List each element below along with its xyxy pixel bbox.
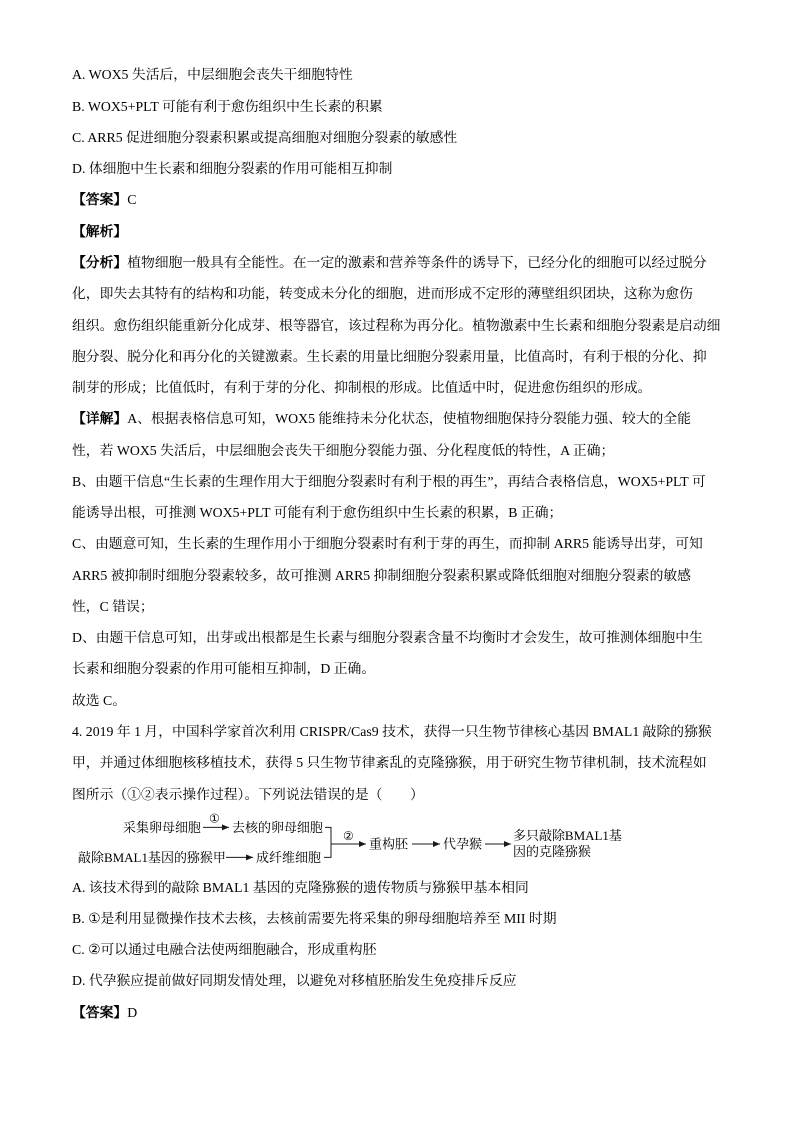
node-cloned-monkeys-line1: 多只敲除BMAL1基 bbox=[512, 827, 622, 843]
node-cloned-monkeys-line2: 因的克隆猕猴 bbox=[512, 843, 591, 859]
node-reconstructed-embryo: 重构胚 bbox=[369, 836, 408, 852]
node-oocyte-collection: 采集卵母细胞 bbox=[123, 819, 201, 835]
document-page bbox=[72, 59, 728, 1028]
details-line: 性，C 错误； bbox=[72, 598, 154, 614]
q4-stem-line: 4. 2019 年 1 月，中国科学家首次利用 CRISPR/Cas9 技术，获得一只生物节律核心基因 BMAL1 敲除的猕猴 bbox=[72, 723, 712, 739]
details-line bbox=[72, 403, 728, 434]
technique-flow-diagram bbox=[72, 810, 728, 872]
q3-answer-value: C bbox=[127, 192, 137, 208]
analysis-label: 【分析】 bbox=[72, 254, 128, 270]
analysis-line: 制芽的形成；比值低时，有利于芽的分化、抑制根的形成。比值适中时，促进愈伤组织的形成。 bbox=[72, 380, 652, 396]
analysis-line: 胞分裂、脱分化和再分化的关键激素。生长素的用量比细胞分裂素用量，比值高时，有利于根的分化、抑 bbox=[72, 348, 707, 364]
q4-option-b: B. ①是利用显微操作技术去核，去核前需要先将采集的卵母细胞培养至 MII 时期 bbox=[72, 910, 557, 926]
step2-label: ② bbox=[343, 828, 354, 843]
details-text: A、根据表格信息可知，WOX5 能维持未分化状态，使植物细胞保持分裂能力强、较大的全能 bbox=[127, 411, 691, 427]
q4-option-c: C. ②可以通过电融合法使两细胞融合，形成重构胚 bbox=[72, 942, 377, 958]
q3-explanation-heading: 【解析】 bbox=[72, 223, 128, 239]
analysis-text: 植物细胞一般具有全能性。在一定的激素和营养等条件的诱导下，已经分化的细胞可以经过脱分 bbox=[127, 254, 707, 270]
question-4-section bbox=[72, 716, 728, 1028]
q3-option-d: D. 体细胞中生长素和细胞分裂素的作用可能相互抑制 bbox=[72, 161, 393, 177]
q4-stem-line: 图所示（①②表示操作过程）。下列说法错误的是（ ） bbox=[72, 786, 424, 802]
q3-option-b: B. WOX5+PLT 可能有利于愈伤组织中生长素的积累 bbox=[72, 98, 383, 114]
details-line: D、由题干信息可知，出芽或出根都是生长素与细胞分裂素含量不均衡时才会发生，故可推测体细胞中生 bbox=[72, 630, 703, 646]
details-line: 能诱导出根，可推测 WOX5+PLT 可能有利于愈伤组织中生长素的积累，B 正确； bbox=[72, 505, 563, 521]
node-surrogate-monkey: 代孕猴 bbox=[442, 836, 482, 852]
node-enucleated-oocyte: 去核的卵母细胞 bbox=[232, 819, 323, 835]
details-line: B、由题干信息“生长素的生理作用大于细胞分裂素时有利于根的再生”，再结合表格信息，WOX5+PLT 可 bbox=[72, 473, 706, 489]
details-line: ARR5 被抑制时细胞分裂素较多，故可推测 ARR5 抑制细胞分裂素积累或降低细胞对细胞分裂素的敏感 bbox=[72, 567, 691, 583]
question-3-section bbox=[72, 59, 728, 716]
node-knockout-monkey: 敲除BMAL1基因的猕猴甲 bbox=[78, 849, 226, 865]
q4-stem-line: 甲，并通过体细胞核移植技术，获得 5 只生物节律紊乱的克隆猕猴，用于研究生物节律机制，技术流程如 bbox=[72, 755, 707, 771]
analysis-line: 组织。愈伤组织能重新分化成芽、根等器官，该过程称为再分化。植物激素中生长素和细胞分裂素是启动细 bbox=[72, 317, 721, 333]
q3-conclusion: 故选 C。 bbox=[72, 692, 127, 708]
details-line: 长素和细胞分裂素的作用可能相互抑制，D 正确。 bbox=[72, 661, 376, 677]
analysis-line bbox=[72, 247, 728, 278]
q4-answer-label: 【答案】 bbox=[72, 1004, 128, 1020]
q3-option-c: C. ARR5 促进细胞分裂素积累或提高细胞对细胞分裂素的敏感性 bbox=[72, 129, 458, 145]
step1-label: ① bbox=[209, 811, 220, 826]
q4-option-a: A. 该技术得到的敲除 BMAL1 基因的克隆猕猴的遗传物质与猕猴甲基本相同 bbox=[72, 879, 529, 895]
q3-option-a: A. WOX5 失活后，中层细胞会丧失干细胞特性 bbox=[72, 67, 353, 83]
q4-answer bbox=[72, 997, 728, 1028]
analysis-line: 化，即失去其特有的结构和功能，转变成未分化的细胞，进而形成不定形的薄壁组织团块，这称为愈伤 bbox=[72, 286, 693, 302]
details-line: C、由题意可知，生长素的生理作用小于细胞分裂素时有利于芽的再生，而抑制 ARR5 能诱导出芽，可知 bbox=[72, 536, 703, 552]
q3-answer-label: 【答案】 bbox=[72, 192, 128, 208]
details-line: 性，若 WOX5 失活后，中层细胞会丧失干细胞分裂能力强、分化程度低的特性，A 正确； bbox=[72, 442, 615, 458]
node-fibroblast: 成纤维细胞 bbox=[256, 849, 321, 865]
merge-bracket bbox=[324, 827, 331, 857]
q4-option-d: D. 代孕猴应提前做好同期发情处理，以避免对移植胚胎发生免疫排斥反应 bbox=[72, 973, 517, 989]
details-label: 【详解】 bbox=[72, 411, 128, 427]
q3-answer bbox=[72, 184, 728, 215]
q4-answer-value: D bbox=[127, 1004, 138, 1020]
